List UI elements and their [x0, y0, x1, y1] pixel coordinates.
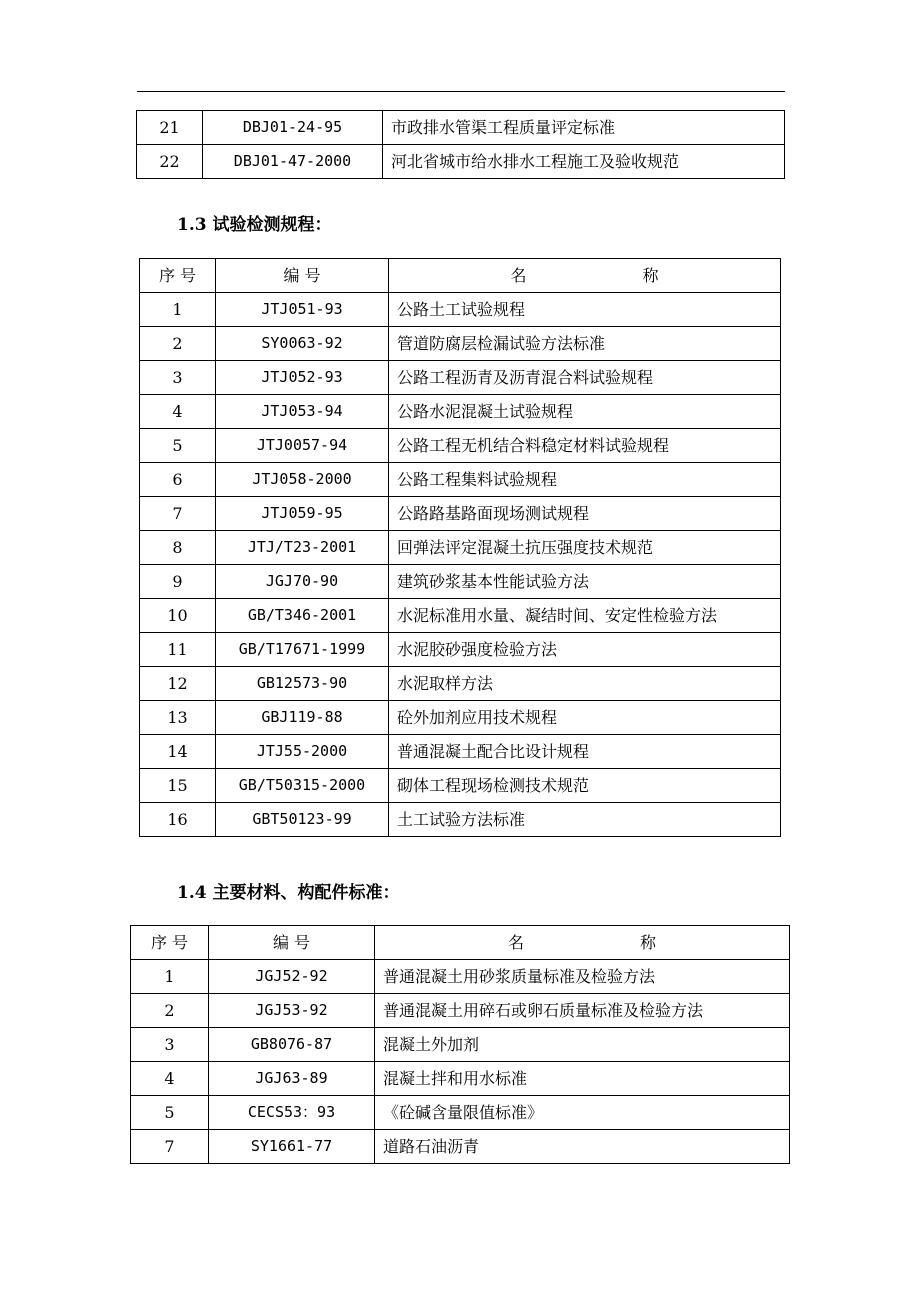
cell-name: 水泥胶砂强度检验方法	[389, 633, 781, 667]
cell-no: 3	[131, 1028, 209, 1062]
table-row	[140, 327, 781, 361]
cell-name: 普通混凝土用碎石或卵石质量标准及检验方法	[375, 994, 790, 1028]
header-name	[389, 259, 781, 293]
cell-no: 5	[140, 429, 216, 463]
cell-no: 12	[140, 667, 216, 701]
cell-name: 回弹法评定混凝土抗压强度技术规范	[389, 531, 781, 565]
table-row	[131, 1130, 790, 1164]
cell-name: 公路土工试验规程	[389, 293, 781, 327]
cell-name: 土工试验方法标准	[389, 803, 781, 837]
header-code: 编 号	[209, 926, 375, 960]
cell-no: 4	[140, 395, 216, 429]
table-row	[140, 429, 781, 463]
cell-no: 11	[140, 633, 216, 667]
table-materials-standards	[130, 925, 790, 1164]
section-heading-1-3: 1.3 试验检测规程：	[177, 215, 332, 235]
table-row	[131, 1096, 790, 1130]
cell-no: 1	[131, 960, 209, 994]
table-row	[137, 111, 785, 145]
table-row	[140, 701, 781, 735]
cell-code: GB/T50315-2000	[216, 769, 389, 803]
cell-name: 水泥标准用水量、凝结时间、安定性检验方法	[389, 599, 781, 633]
table-row	[140, 395, 781, 429]
cell-code: JTJ053-94	[216, 395, 389, 429]
table-row	[140, 803, 781, 837]
header-rule	[137, 91, 785, 92]
cell-no: 21	[137, 111, 203, 145]
table-row	[140, 769, 781, 803]
cell-name: 公路工程沥青及沥青混合料试验规程	[389, 361, 781, 395]
table-row	[140, 667, 781, 701]
cell-no: 9	[140, 565, 216, 599]
cell-name: 公路水泥混凝土试验规程	[389, 395, 781, 429]
table-test-procedures	[139, 258, 781, 837]
table-continued-body	[137, 111, 785, 179]
cell-code: SY0063-92	[216, 327, 389, 361]
header-no: 序 号	[140, 259, 216, 293]
header-name-right: 称	[640, 933, 657, 952]
cell-no: 7	[131, 1130, 209, 1164]
cell-code: GBJ119-88	[216, 701, 389, 735]
header-name-left: 名	[507, 933, 524, 952]
table-materials-standards-body	[131, 960, 790, 1164]
table-row	[137, 145, 785, 179]
cell-no: 15	[140, 769, 216, 803]
cell-name: 建筑砂浆基本性能试验方法	[389, 565, 781, 599]
cell-name: 市政排水管渠工程质量评定标准	[383, 111, 785, 145]
cell-name: 公路工程无机结合料稳定材料试验规程	[389, 429, 781, 463]
cell-no: 10	[140, 599, 216, 633]
cell-name: 混凝土拌和用水标准	[375, 1062, 790, 1096]
cell-code: DBJ01-47-2000	[203, 145, 383, 179]
header-name-left: 名	[510, 266, 527, 285]
table-row	[131, 994, 790, 1028]
cell-code: JGJ70-90	[216, 565, 389, 599]
cell-code: JGJ63-89	[209, 1062, 375, 1096]
cell-name: 公路路基路面现场测试规程	[389, 497, 781, 531]
cell-no: 7	[140, 497, 216, 531]
cell-code: SY1661-77	[209, 1130, 375, 1164]
table-row	[140, 293, 781, 327]
table-row	[131, 1028, 790, 1062]
cell-code: GB/T17671-1999	[216, 633, 389, 667]
cell-no: 2	[131, 994, 209, 1028]
table-header-row	[131, 926, 790, 960]
header-no: 序 号	[131, 926, 209, 960]
table-row	[140, 497, 781, 531]
cell-no: 5	[131, 1096, 209, 1130]
table-header-row	[140, 259, 781, 293]
cell-code: JTJ55-2000	[216, 735, 389, 769]
cell-code: JTJ059-95	[216, 497, 389, 531]
cell-no: 14	[140, 735, 216, 769]
header-name	[375, 926, 790, 960]
table-row	[140, 633, 781, 667]
cell-name: 水泥取样方法	[389, 667, 781, 701]
cell-code: JGJ53-92	[209, 994, 375, 1028]
cell-no: 22	[137, 145, 203, 179]
table-row	[140, 735, 781, 769]
table-row	[131, 1062, 790, 1096]
cell-name: 公路工程集料试验规程	[389, 463, 781, 497]
header-code: 编 号	[216, 259, 389, 293]
cell-name: 《砼碱含量限值标准》	[375, 1096, 790, 1130]
cell-no: 4	[131, 1062, 209, 1096]
cell-name: 普通混凝土配合比设计规程	[389, 735, 781, 769]
cell-no: 6	[140, 463, 216, 497]
cell-name: 混凝土外加剂	[375, 1028, 790, 1062]
cell-no: 8	[140, 531, 216, 565]
cell-no: 13	[140, 701, 216, 735]
cell-code: GBT50123-99	[216, 803, 389, 837]
cell-code: JTJ058-2000	[216, 463, 389, 497]
cell-code: GB/T346-2001	[216, 599, 389, 633]
cell-no: 1	[140, 293, 216, 327]
cell-code: GB12573-90	[216, 667, 389, 701]
cell-code: JTJ0057-94	[216, 429, 389, 463]
cell-code: GB8076-87	[209, 1028, 375, 1062]
table-row	[131, 960, 790, 994]
cell-code: JTJ051-93	[216, 293, 389, 327]
cell-name: 砌体工程现场检测技术规范	[389, 769, 781, 803]
header-name-right: 称	[642, 266, 659, 285]
table-row	[140, 361, 781, 395]
cell-code: JGJ52-92	[209, 960, 375, 994]
cell-name: 普通混凝土用砂浆质量标准及检验方法	[375, 960, 790, 994]
cell-code: DBJ01-24-95	[203, 111, 383, 145]
cell-name: 管道防腐层检漏试验方法标准	[389, 327, 781, 361]
table-test-procedures-body	[140, 293, 781, 837]
table-row	[140, 463, 781, 497]
table-row	[140, 565, 781, 599]
cell-no: 3	[140, 361, 216, 395]
section-heading-1-4: 1.4 主要材料、构配件标准：	[177, 883, 400, 903]
cell-code: JTJ/T23-2001	[216, 531, 389, 565]
cell-code: JTJ052-93	[216, 361, 389, 395]
table-row	[140, 599, 781, 633]
table-continued	[136, 110, 785, 179]
cell-name: 道路石油沥青	[375, 1130, 790, 1164]
cell-no: 16	[140, 803, 216, 837]
table-row	[140, 531, 781, 565]
cell-name: 河北省城市给水排水工程施工及验收规范	[383, 145, 785, 179]
cell-code: CECS53：93	[209, 1096, 375, 1130]
cell-no: 2	[140, 327, 216, 361]
cell-name: 砼外加剂应用技术规程	[389, 701, 781, 735]
